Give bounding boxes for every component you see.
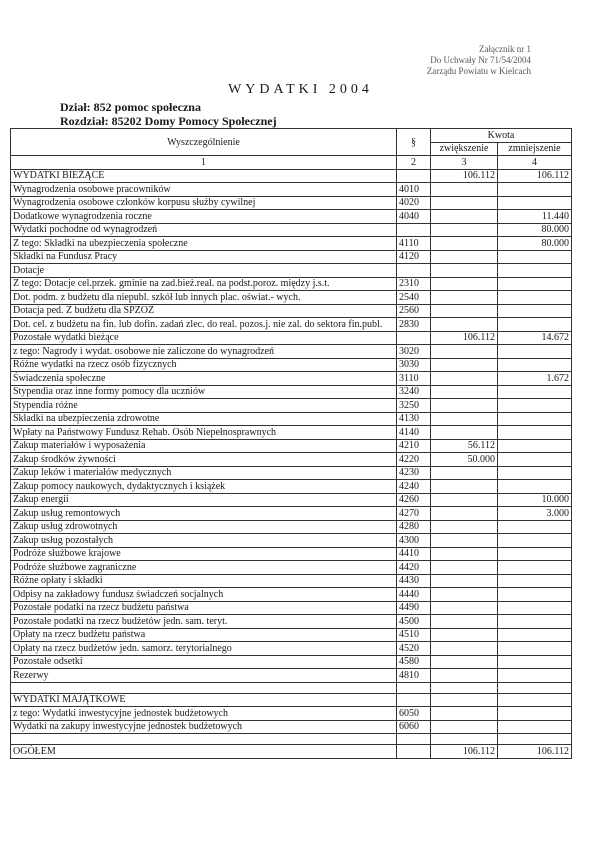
row-description: Różne opłaty i składki: [11, 574, 397, 588]
row-increase: [431, 720, 498, 734]
table-row: [11, 291, 572, 305]
table-row: [11, 693, 572, 707]
row-increase: 106.112: [431, 745, 498, 759]
row-paragraph: 3030: [397, 358, 431, 372]
row-description: Zakup materiałów i wyposażenia: [11, 439, 397, 453]
table-row: [11, 507, 572, 521]
row-paragraph: 4120: [397, 250, 431, 264]
row-decrease: 11.440: [498, 210, 572, 224]
row-paragraph: 4040: [397, 210, 431, 224]
row-description: Zakup leków i materiałów medycznych: [11, 466, 397, 480]
table-row: [11, 372, 572, 386]
row-decrease: [498, 385, 572, 399]
row-paragraph: 4520: [397, 642, 431, 656]
row-increase: [431, 520, 498, 534]
row-increase: [431, 264, 498, 278]
row-paragraph: 4300: [397, 534, 431, 548]
expenditure-table: [10, 128, 572, 759]
row-decrease: [498, 669, 572, 683]
table-row: [11, 466, 572, 480]
header-num-3: 3: [431, 156, 498, 170]
row-increase: [431, 426, 498, 440]
header-num-1: 1: [11, 156, 397, 170]
row-paragraph: 4270: [397, 507, 431, 521]
row-increase: [431, 183, 498, 197]
row-decrease: [498, 693, 572, 707]
header-increase: zwiększenie: [431, 142, 498, 156]
table-row: [11, 561, 572, 575]
row-decrease: 3.000: [498, 507, 572, 521]
row-decrease: [498, 318, 572, 332]
row-decrease: [498, 480, 572, 494]
row-description: Pozostałe podatki na rzecz budżetu państwa: [11, 601, 397, 615]
row-decrease: [498, 345, 572, 359]
header-par: §: [397, 129, 431, 156]
row-increase: [431, 345, 498, 359]
row-increase: [431, 250, 498, 264]
row-paragraph: 3110: [397, 372, 431, 386]
row-decrease: [498, 291, 572, 305]
row-decrease: [498, 426, 572, 440]
table-row: [11, 183, 572, 197]
row-description: Zakup usług zdrowotnych: [11, 520, 397, 534]
row-decrease: [498, 277, 572, 291]
row-paragraph: [397, 223, 431, 237]
row-description: z tego: Nagrody i wydat. osobowe nie zaliczone do wynagrodzeń: [11, 345, 397, 359]
row-paragraph: 2310: [397, 277, 431, 291]
row-decrease: 1.672: [498, 372, 572, 386]
table-row: [11, 318, 572, 332]
row-paragraph: 4230: [397, 466, 431, 480]
row-description: Pozostałe wydatki bieżące: [11, 331, 397, 345]
table-row: [11, 358, 572, 372]
row-paragraph: [397, 734, 431, 745]
row-description: Z tego: Dotacje cel.przek. gminie na zad.bież.real. na podst.poroz. między j.s.t.: [11, 277, 397, 291]
row-paragraph: [397, 745, 431, 759]
row-paragraph: 4580: [397, 655, 431, 669]
row-decrease: [498, 561, 572, 575]
row-paragraph: [397, 264, 431, 278]
row-paragraph: 4010: [397, 183, 431, 197]
row-increase: [431, 466, 498, 480]
header-num-2: 2: [397, 156, 431, 170]
table-row: [11, 682, 572, 693]
table-row: [11, 264, 572, 278]
row-decrease: 14.672: [498, 331, 572, 345]
row-description: [11, 734, 397, 745]
row-paragraph: [397, 169, 431, 183]
row-increase: [431, 196, 498, 210]
row-decrease: 106.112: [498, 169, 572, 183]
row-description: Stypendia różne: [11, 399, 397, 413]
row-decrease: [498, 412, 572, 426]
row-increase: [431, 615, 498, 629]
dzial-label: Dział: 852 pomoc społeczna: [60, 100, 201, 114]
page-title: WYDATKI 2004: [228, 82, 373, 97]
row-description: z tego: Wydatki inwestycyjne jednostek budżetowych: [11, 707, 397, 721]
row-description: Zakup pomocy naukowych, dydaktycznych i książek: [11, 480, 397, 494]
row-increase: [431, 601, 498, 615]
row-paragraph: 4260: [397, 493, 431, 507]
row-description: WYDATKI MAJĄTKOWE: [11, 693, 397, 707]
row-description: Zakup usług remontowych: [11, 507, 397, 521]
table-row: [11, 223, 572, 237]
rozdzial-label: Rozdział: 85202 Domy Pomocy Społecznej: [60, 114, 277, 128]
row-decrease: [498, 304, 572, 318]
row-decrease: [498, 264, 572, 278]
table-row: [11, 534, 572, 548]
row-increase: [431, 642, 498, 656]
header-kwota: Kwota: [431, 129, 572, 143]
row-paragraph: 4500: [397, 615, 431, 629]
row-paragraph: 4510: [397, 628, 431, 642]
row-paragraph: 4110: [397, 237, 431, 251]
row-decrease: [498, 588, 572, 602]
row-description: Wydatki pochodne od wynagrodzeń: [11, 223, 397, 237]
row-description: Dot. cel. z budżetu na fin. lub dofin. zadań zlec. do real. pozos.j. nie zal. do sektora fin.publ.: [11, 318, 397, 332]
attachment-line: Zarządu Powiatu w Kielcach: [426, 66, 531, 76]
table-row: [11, 720, 572, 734]
row-paragraph: 2830: [397, 318, 431, 332]
row-increase: [431, 237, 498, 251]
row-decrease: [498, 628, 572, 642]
row-description: Wynagrodzenia osobowe członków korpusu służby cywilnej: [11, 196, 397, 210]
table-row: [11, 399, 572, 413]
row-decrease: [498, 655, 572, 669]
table-row: [11, 345, 572, 359]
row-paragraph: 4420: [397, 561, 431, 575]
row-paragraph: 4240: [397, 480, 431, 494]
row-increase: [431, 669, 498, 683]
row-description: Składki na ubezpieczenia zdrowotne: [11, 412, 397, 426]
row-increase: [431, 628, 498, 642]
row-increase: [431, 655, 498, 669]
row-increase: [431, 507, 498, 521]
row-decrease: [498, 250, 572, 264]
table-row: [11, 520, 572, 534]
row-paragraph: 3240: [397, 385, 431, 399]
row-description: Stypendia oraz inne formy pomocy dla uczniów: [11, 385, 397, 399]
row-description: Opłaty na rzecz budżetu państwa: [11, 628, 397, 642]
row-increase: [431, 574, 498, 588]
row-paragraph: 4210: [397, 439, 431, 453]
table-row: [11, 707, 572, 721]
row-paragraph: 4220: [397, 453, 431, 467]
attachment-line: Do Uchwały Nr 71/54/2004: [430, 55, 531, 65]
row-description: Dotacje: [11, 264, 397, 278]
attachment-note: [427, 44, 531, 77]
row-description: Dot. podm. z budżetu dla niepubl. szkół lub innych plac. oświat.- wych.: [11, 291, 397, 305]
row-decrease: 10.000: [498, 493, 572, 507]
row-paragraph: 4020: [397, 196, 431, 210]
header-decrease: zmniejszenie: [498, 142, 572, 156]
row-description: Zakup usług pozostałych: [11, 534, 397, 548]
row-description: Zakup środków żywności: [11, 453, 397, 467]
row-paragraph: [397, 693, 431, 707]
row-increase: [431, 372, 498, 386]
row-decrease: [498, 534, 572, 548]
row-description: [11, 682, 397, 693]
row-description: Wynagrodzenia osobowe pracowników: [11, 183, 397, 197]
header-num-4: 4: [498, 156, 572, 170]
row-paragraph: 4410: [397, 547, 431, 561]
row-increase: [431, 693, 498, 707]
table-row: [11, 480, 572, 494]
table-body: [11, 169, 572, 758]
row-description: Składki na Fundusz Pracy: [11, 250, 397, 264]
row-decrease: 80.000: [498, 223, 572, 237]
row-decrease: [498, 601, 572, 615]
row-decrease: [498, 399, 572, 413]
row-decrease: [498, 453, 572, 467]
table-row: [11, 601, 572, 615]
row-description: Dotacja ped. Z budżetu dla SPZOZ: [11, 304, 397, 318]
row-increase: [431, 547, 498, 561]
table-row: [11, 493, 572, 507]
row-paragraph: 6060: [397, 720, 431, 734]
row-description: Podróże służbowe zagraniczne: [11, 561, 397, 575]
row-decrease: [498, 439, 572, 453]
row-increase: 50.000: [431, 453, 498, 467]
table-row: [11, 669, 572, 683]
row-decrease: [498, 183, 572, 197]
row-paragraph: 4130: [397, 412, 431, 426]
row-increase: [431, 412, 498, 426]
table-row: [11, 385, 572, 399]
row-description: Pozostałe podatki na rzecz budżetów jedn. sam. teryt.: [11, 615, 397, 629]
row-description: OGÓŁEM: [11, 745, 397, 759]
row-increase: [431, 561, 498, 575]
row-decrease: [498, 615, 572, 629]
row-increase: [431, 291, 498, 305]
row-paragraph: 6050: [397, 707, 431, 721]
row-decrease: [498, 734, 572, 745]
row-decrease: [498, 196, 572, 210]
row-increase: [431, 358, 498, 372]
table-row: [11, 642, 572, 656]
row-description: WYDATKI BIEŻĄCE: [11, 169, 397, 183]
row-paragraph: 2540: [397, 291, 431, 305]
table-row: [11, 196, 572, 210]
row-description: Dodatkowe wynagrodzenia roczne: [11, 210, 397, 224]
row-paragraph: 3020: [397, 345, 431, 359]
table-row: [11, 574, 572, 588]
table-row: [11, 655, 572, 669]
row-decrease: 80.000: [498, 237, 572, 251]
row-description: Rezerwy: [11, 669, 397, 683]
row-increase: [431, 534, 498, 548]
row-description: Różne wydatki na rzecz osób fizycznych: [11, 358, 397, 372]
row-paragraph: [397, 331, 431, 345]
table-row: [11, 547, 572, 561]
row-increase: [431, 399, 498, 413]
attachment-line: Załącznik nr 1: [479, 44, 531, 54]
row-increase: 106.112: [431, 331, 498, 345]
table-row: [11, 453, 572, 467]
table-row: [11, 628, 572, 642]
table-row: [11, 439, 572, 453]
row-description: Pozostałe odsetki: [11, 655, 397, 669]
table-row: [11, 250, 572, 264]
row-paragraph: 4810: [397, 669, 431, 683]
row-increase: [431, 480, 498, 494]
table-row: [11, 745, 572, 759]
row-description: Świadczenia społeczne: [11, 372, 397, 386]
row-increase: [431, 277, 498, 291]
row-increase: [431, 734, 498, 745]
table-row: [11, 237, 572, 251]
row-increase: [431, 707, 498, 721]
row-decrease: [498, 574, 572, 588]
table-row: [11, 304, 572, 318]
table-row: [11, 734, 572, 745]
row-decrease: [498, 547, 572, 561]
row-increase: [431, 385, 498, 399]
header-desc: Wyszczególnienie: [11, 129, 397, 156]
table-row: [11, 615, 572, 629]
row-decrease: [498, 642, 572, 656]
row-paragraph: 4140: [397, 426, 431, 440]
table-row: [11, 210, 572, 224]
row-increase: [431, 210, 498, 224]
row-decrease: [498, 707, 572, 721]
row-increase: [431, 493, 498, 507]
row-increase: 56.112: [431, 439, 498, 453]
row-increase: [431, 318, 498, 332]
table-row: [11, 412, 572, 426]
table-row: [11, 588, 572, 602]
row-description: Podróże służbowe krajowe: [11, 547, 397, 561]
row-increase: [431, 588, 498, 602]
row-decrease: [498, 720, 572, 734]
table-row: [11, 277, 572, 291]
row-paragraph: 4280: [397, 520, 431, 534]
row-increase: [431, 304, 498, 318]
table-row: [11, 426, 572, 440]
row-increase: 106.112: [431, 169, 498, 183]
row-decrease: [498, 358, 572, 372]
table-row: [11, 169, 572, 183]
row-increase: [431, 223, 498, 237]
row-description: Zakup energii: [11, 493, 397, 507]
table-row: [11, 331, 572, 345]
row-paragraph: [397, 682, 431, 693]
row-decrease: [498, 520, 572, 534]
row-description: Z tego: Składki na ubezpieczenia społeczne: [11, 237, 397, 251]
row-decrease: [498, 682, 572, 693]
row-decrease: 106.112: [498, 745, 572, 759]
row-increase: [431, 682, 498, 693]
row-description: Opłaty na rzecz budżetów jedn. samorz. terytorialnego: [11, 642, 397, 656]
row-paragraph: 4440: [397, 588, 431, 602]
row-paragraph: 4430: [397, 574, 431, 588]
row-paragraph: 4490: [397, 601, 431, 615]
row-description: Wpłaty na Państwowy Fundusz Rehab. Osób Niepełnosprawnych: [11, 426, 397, 440]
row-description: Odpisy na zakładowy fundusz świadczeń socjalnych: [11, 588, 397, 602]
row-paragraph: 3250: [397, 399, 431, 413]
row-description: Wydatki na zakupy inwestycyjne jednostek budżetowych: [11, 720, 397, 734]
row-paragraph: 2560: [397, 304, 431, 318]
row-decrease: [498, 466, 572, 480]
